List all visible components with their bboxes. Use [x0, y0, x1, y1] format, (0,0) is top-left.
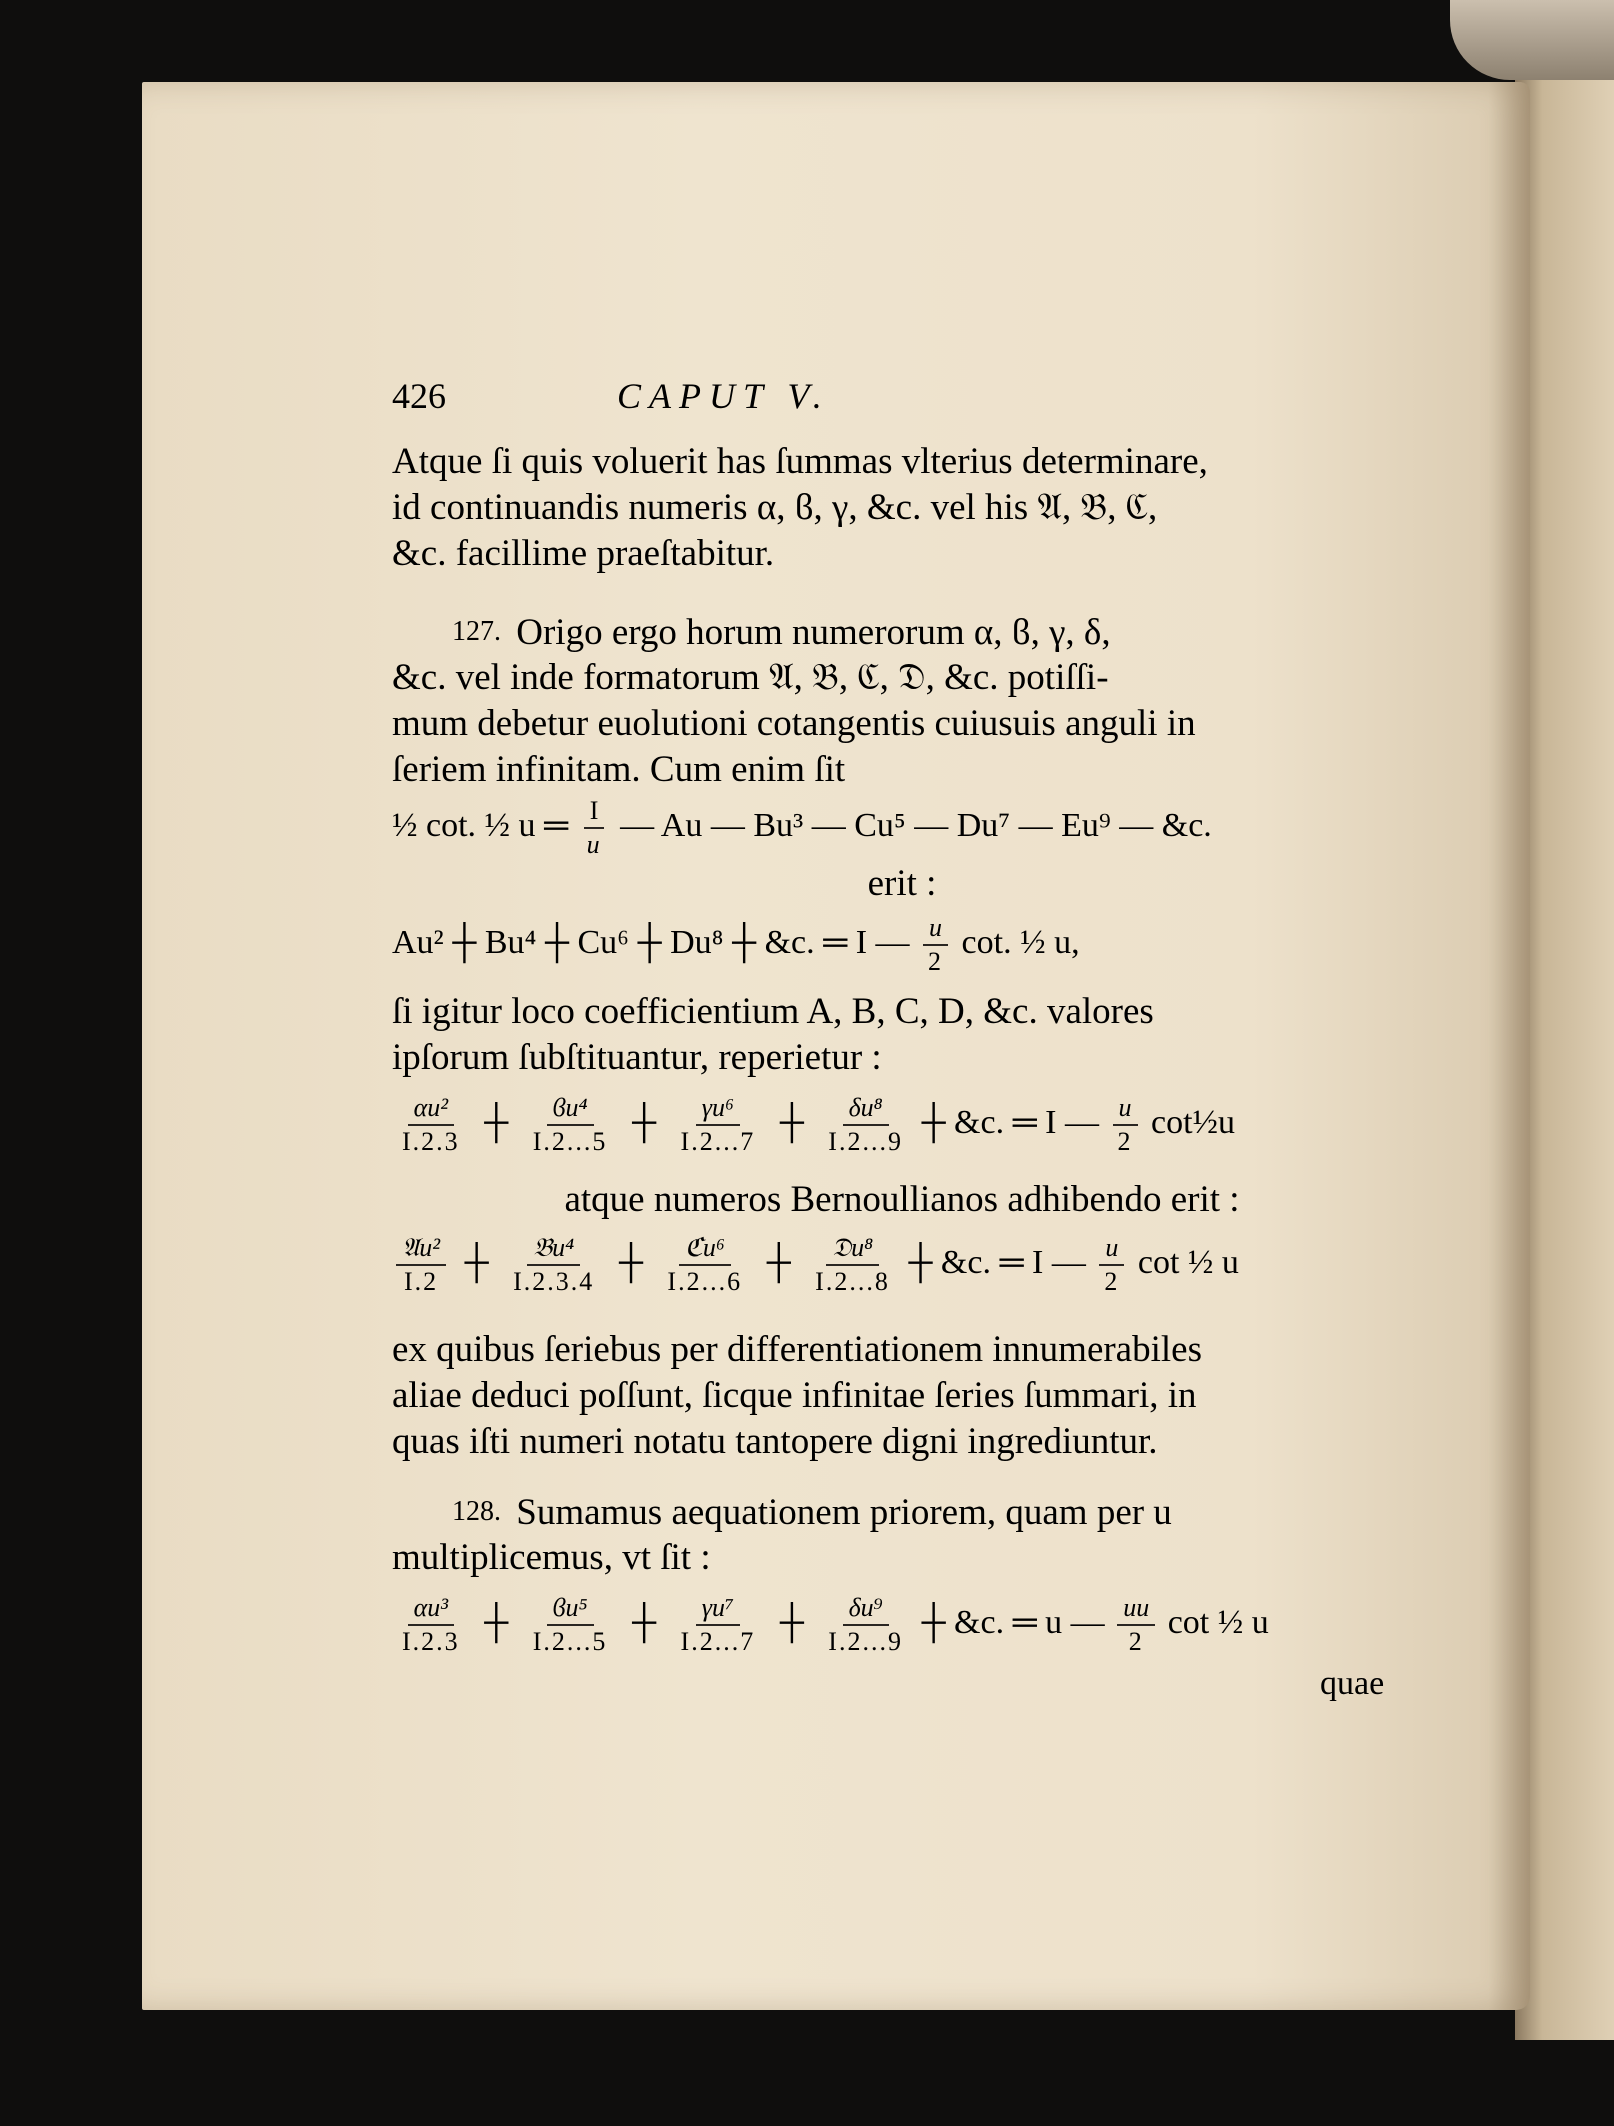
denominator: 2: [928, 947, 944, 976]
fraction: [396, 1092, 466, 1158]
fraction: [922, 912, 949, 978]
numerator: u: [923, 912, 948, 946]
text-line: atque numeros Bernoullianos adhibendo erit :: [564, 1179, 1240, 1220]
denominator: 2: [1117, 1127, 1133, 1156]
numerator: uu: [1117, 1592, 1155, 1626]
running-head: [392, 375, 1042, 425]
eq-tail: ┼ &c. ═ I —: [908, 1243, 1086, 1281]
eq-rhs: — Au — Bu³ — Cu⁵ — Du⁷ — Eu⁹ — &c.: [620, 806, 1212, 844]
fraction: [675, 1092, 762, 1158]
eq-lhs: Au² ┼ Bu⁴ ┼ Cu⁶ ┼ Du⁸ ┼ &c. ═ I —: [392, 923, 910, 961]
numerator: ϐu⁴: [547, 1092, 594, 1126]
numerator: γu⁷: [696, 1592, 740, 1626]
text-line: ſi igitur loco coefficientium A, B, C, D, &c. valores: [392, 991, 1154, 1032]
fraction: [661, 1232, 748, 1298]
numerator: δu⁹: [843, 1592, 889, 1626]
eq-lhs: ½ cot. ½ u ═: [392, 806, 569, 844]
denominator: I.2...8: [815, 1267, 890, 1296]
catchword: quae: [1320, 1665, 1385, 1702]
fraction: [809, 1232, 896, 1298]
fraction: [822, 1592, 909, 1658]
eq-tail: ┼ &c. ═ u —: [921, 1603, 1105, 1641]
denominator: I.2.3: [402, 1127, 460, 1156]
text-line: ſeriem infinitam. Cum enim ſit: [392, 749, 846, 790]
text-line: Atque ſi quis voluerit has ſummas vlterius determinare,: [392, 441, 1208, 482]
fraction: [822, 1092, 909, 1158]
numerator: ℭu⁶: [679, 1232, 731, 1266]
eq-end: cot ½ u: [1167, 1603, 1269, 1641]
text-line: mum debetur euolutioni cotangentis cuiusuis anguli in: [392, 703, 1196, 744]
equation-greek-series: [392, 1092, 1412, 1158]
plus-sign: ┼: [464, 1243, 489, 1281]
numerator: γu⁶: [696, 1092, 740, 1126]
numerator: αu²: [408, 1092, 454, 1126]
text-line: &c. vel inde formatorum 𝔄, 𝔅, ℭ, 𝔇, &c. potiſſi-: [392, 657, 1109, 698]
fraction: [1117, 1592, 1155, 1658]
text-line: multiplicemus, vt ſit :: [392, 1537, 711, 1578]
text-line: id continuandis numeris α, ϐ, γ, &c. vel his 𝔄, 𝔅, ℭ,: [392, 487, 1158, 528]
fraction: [527, 1092, 614, 1158]
denominator: I.2.3.4: [513, 1267, 595, 1296]
plus-sign: ┼: [779, 1603, 804, 1641]
fraction: [527, 1592, 614, 1658]
numerator: u: [1099, 1232, 1124, 1266]
numerator: I: [584, 795, 605, 829]
eq-rhs: cot. ½ u,: [961, 923, 1080, 961]
section-first-line: [392, 1490, 1412, 1535]
numerator: ϐu⁵: [547, 1592, 594, 1626]
erit-line: erit :: [867, 863, 937, 904]
equation-multiplied-series: [392, 1592, 1412, 1658]
plus-sign: ┼: [631, 1603, 657, 1641]
section-first-line: [392, 610, 1412, 655]
text-line: &c. facillime praeſtabitur.: [392, 533, 775, 574]
denominator: I.2...7: [680, 1627, 756, 1656]
denominator: u: [586, 830, 602, 859]
denominator: 2: [1128, 1627, 1144, 1656]
section-first-text: Origo ergo horum numerorum α, ϐ, γ, δ,: [516, 612, 1111, 653]
plus-sign: ┼: [779, 1103, 804, 1141]
fraction: [507, 1232, 600, 1298]
numerator: αu³: [408, 1592, 454, 1626]
fraction: [1098, 1232, 1125, 1298]
equation-cotangent-series: [392, 795, 1412, 861]
plus-sign: ┼: [618, 1243, 643, 1281]
page-number: 426: [392, 376, 446, 416]
denominator: I.2: [403, 1267, 439, 1296]
fraction: [396, 1592, 466, 1658]
denominator: I.2...5: [532, 1627, 608, 1656]
fraction: [1112, 1092, 1139, 1158]
section-number: 128.: [452, 1496, 501, 1527]
numerator: 𝔅u⁴: [527, 1232, 580, 1266]
plus-sign: ┼: [631, 1103, 657, 1141]
plus-sign: ┼: [766, 1243, 791, 1281]
numerator: 𝔇u⁸: [826, 1232, 879, 1266]
text-line: ex quibus ſeriebus per differentiationem innumerabiles: [392, 1329, 1202, 1370]
text-line: aliae deduci poſſunt, ſicque infinitae ſeries ſummari, in: [392, 1375, 1197, 1416]
plus-sign: ┼: [484, 1103, 509, 1141]
denominator: I.2...9: [828, 1127, 903, 1156]
denominator: 2: [1104, 1267, 1120, 1296]
page-curl: [1450, 0, 1614, 80]
fraction: [675, 1592, 762, 1658]
plus-sign: ┼: [484, 1603, 509, 1641]
equation-bernoulli-series: [392, 1232, 1412, 1298]
section-number: 127.: [452, 616, 501, 647]
denominator: I.2...7: [680, 1127, 756, 1156]
eq-end: cot ½ u: [1137, 1243, 1239, 1281]
eq-end: cot½u: [1151, 1103, 1236, 1141]
fraction: [396, 1232, 446, 1298]
text-line: ipſorum ſubſtituantur, reperietur :: [392, 1037, 882, 1078]
section-first-text: Sumamus aequationem priorem, quam per u: [516, 1492, 1172, 1533]
numerator: δu⁸: [843, 1092, 889, 1126]
numerator: u: [1113, 1092, 1138, 1126]
text-line: quas iſti numeri notatu tantopere digni ingrediuntur.: [392, 1421, 1158, 1462]
fraction: [581, 795, 608, 861]
eq-tail: ┼ &c. ═ I —: [921, 1103, 1100, 1141]
denominator: I.2...6: [667, 1267, 743, 1296]
running-title: CAPUT V.: [617, 376, 830, 416]
denominator: I.2...5: [532, 1127, 608, 1156]
denominator: I.2.3: [402, 1627, 460, 1656]
numerator: 𝔄u²: [396, 1232, 446, 1266]
equation-coefficient-series: [392, 912, 1412, 978]
denominator: I.2...9: [828, 1627, 903, 1656]
